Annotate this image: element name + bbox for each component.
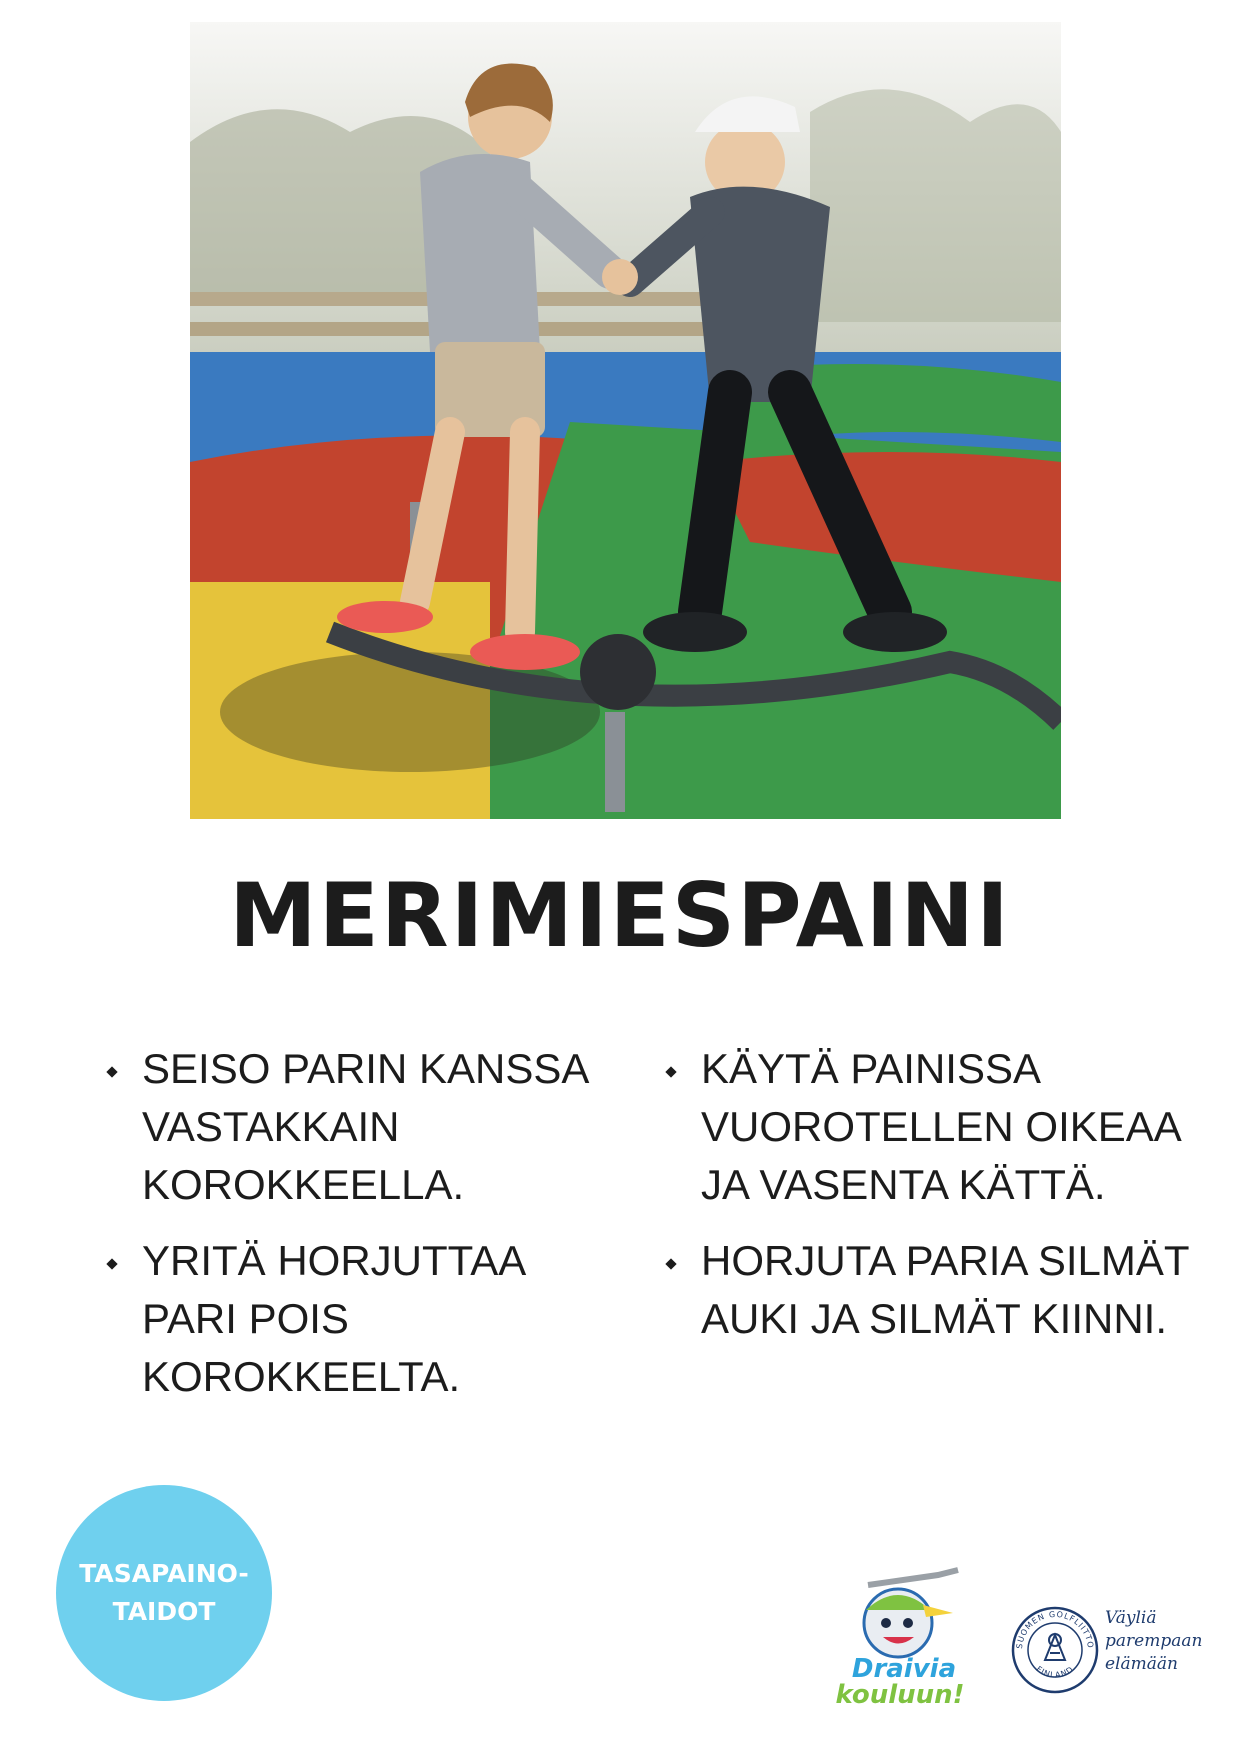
draivia-text-2: kouluun! <box>835 1680 965 1710</box>
slogan-line-2: parempaan <box>1105 1631 1203 1651</box>
bullet-icon <box>665 1258 676 1269</box>
draivia-kouluun-logo <box>828 1565 980 1710</box>
instruction-text: HORJUTA PARIA SILMÄT AUKI JA SILMÄT KIINNI. <box>701 1237 1189 1342</box>
list-item <box>98 1040 618 1214</box>
page-title: MERIMIESPAINI <box>229 864 1011 967</box>
list-item <box>657 1232 1197 1348</box>
activity-photo <box>190 22 1061 819</box>
instructions-left-column <box>98 1040 618 1424</box>
bullet-icon <box>665 1066 676 1077</box>
bullet-icon <box>106 1258 117 1269</box>
svg-text:FINLAND <box>1034 1664 1075 1679</box>
slogan-line-1: Väyliä <box>1105 1608 1157 1628</box>
seal-ring-text: SUOMEN GOLFLIITTO <box>1014 1609 1096 1650</box>
bullet-icon <box>106 1066 117 1077</box>
slogan <box>1105 1607 1235 1676</box>
seal-bottom-text: FINLAND <box>1034 1664 1076 1680</box>
category-badge <box>56 1485 272 1701</box>
badge-line-2: TAIDOT <box>112 1597 216 1626</box>
draivia-text-1: Draivia <box>851 1654 957 1684</box>
list-item <box>657 1040 1197 1214</box>
instruction-text: KÄYTÄ PAINISSA VUOROTELLEN OIKEAA JA VASENTA KÄTTÄ. <box>701 1045 1180 1208</box>
slogan-line-3: elämään <box>1105 1654 1178 1674</box>
instruction-text: SEISO PARIN KANSSA VASTAKKAIN KOROKKEELLA. <box>142 1045 588 1208</box>
svg-text:SUOMEN GOLFLIITTO <box>1015 1610 1095 1649</box>
instruction-text: YRITÄ HORJUTTAA PARI POIS KOROKKEELTA. <box>142 1237 524 1400</box>
list-item <box>98 1232 618 1406</box>
golfliitto-seal-logo <box>1010 1605 1100 1695</box>
instructions-right-column <box>657 1040 1197 1366</box>
badge-line-1: TASAPAINO- <box>79 1559 249 1588</box>
